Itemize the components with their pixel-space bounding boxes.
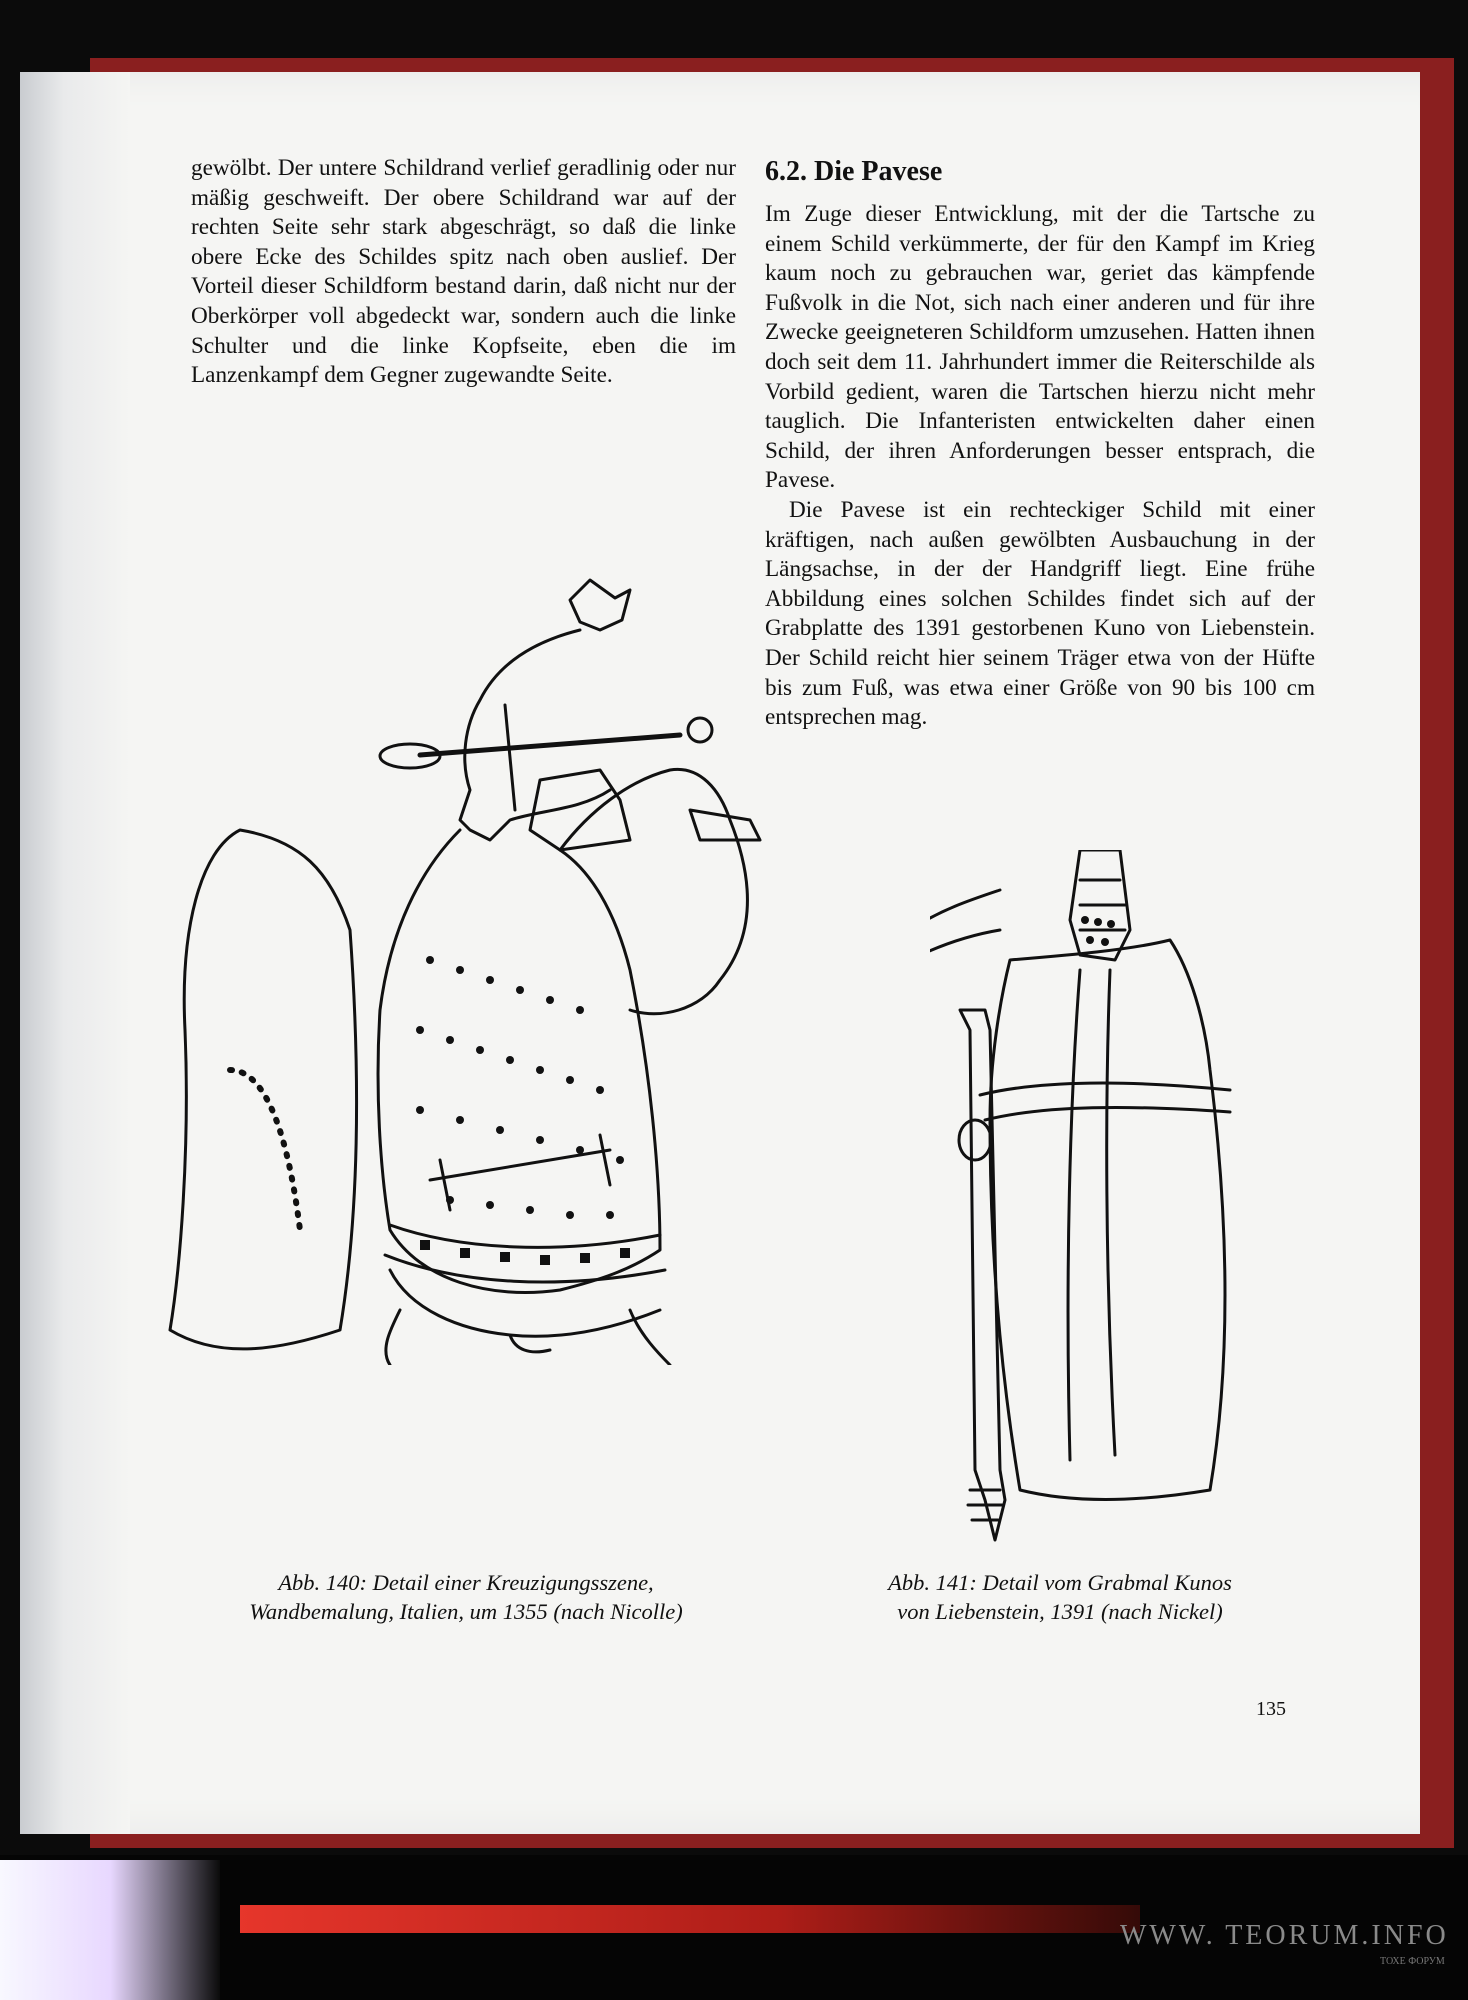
figure-140-knight-illustration xyxy=(160,510,770,1365)
figure-140-caption-line-2: Wandbemalung, Italien, um 1355 (nach Nicolle) xyxy=(249,1599,683,1624)
right-paragraph-1: Im Zuge dieser Entwicklung, mit der die Tartsche zu einem Schild verkümmerte, der für den Kampf im Krieg kaum noch zu gebrauchen war, geriet das kämpfende Fußvolk in die Not, sich nach einer anderen und für ihre Zwecke geeigneteren Schildform umzusehen. Hatten ihnen doch seit dem 11. Jahrhundert immer die Reiterschilde als Vorbild gedient, waren die Tartschen hierzu nicht mehr tauglich. Die Infanteristen entwickelten daher einen Schild, der ihren Anforderungen besser entsprach, die Pavese. xyxy=(765,201,1315,494)
figure-141-caption xyxy=(820,1568,1300,1626)
book-red-edge-glow xyxy=(240,1905,1140,1933)
watermark-subtext: ТОХЕ ФОРУМ xyxy=(1380,1956,1445,1967)
left-text-column xyxy=(191,154,736,391)
figure-141-caption-line-2: von Liebenstein, 1391 (nach Nickel) xyxy=(897,1599,1223,1624)
watermark-text: WWW. TEORUM.INFO xyxy=(1120,1920,1449,1951)
section-heading: 6.2. Die Pavese xyxy=(765,156,943,187)
left-paragraph: gewölbt. Der untere Schildrand verlief geradlinig oder nur mäßig geschweift. Der obere Schildrand war auf der rechten Seite sehr stark abgeschrägt, so daß die linke obere Ecke des Schildes spitz nach oben auslief. Der Vorteil dieser Schildform bestand darin, daß nicht nur der Oberkörper voll abgedeckt war, sondern auch die linke Schulter und die linke Kopfseite, eben die im Lanzenkampf dem Gegner zugewandte Seite. xyxy=(191,155,736,389)
scan-light-flash xyxy=(0,1860,220,2000)
right-text-column xyxy=(765,154,1315,733)
figure-140-caption-line-1: Abb. 140: Detail einer Kreuzigungsszene, xyxy=(278,1570,654,1595)
figure-141-caption-line-1: Abb. 141: Detail vom Grabmal Kunos xyxy=(888,1570,1232,1595)
figure-141-pavese-illustration xyxy=(930,850,1290,1545)
right-paragraph-2: Die Pavese ist ein rechteckiger Schild mit einer kräftigen, nach außen gewölbten Ausbauchung in der Längsachse, in der der Handgriff liegt. Eine frühe Abbildung eines solchen Schildes findet sich auf der Grabplatte des 1391 gestorbenen Kuno von Liebenstein. Der Schild reicht hier seinem Träger etwa von der Hüfte bis zum Fuß, was etwa einer Größe von 90 bis 100 cm entsprechen mag. xyxy=(765,496,1315,731)
figure-140-caption xyxy=(196,1568,736,1626)
page-spine-shadow xyxy=(20,72,130,1834)
page-number: 135 xyxy=(1256,1698,1286,1720)
